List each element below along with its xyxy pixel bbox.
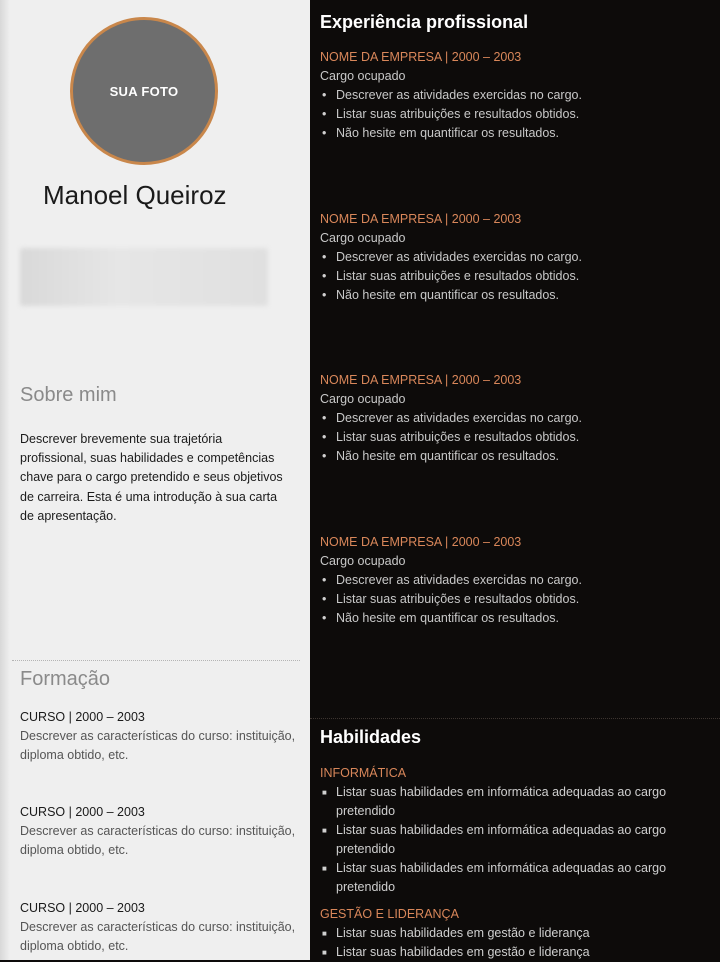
education-course: CURSO | 2000 – 2003 [20, 805, 145, 819]
job-entry [320, 533, 715, 628]
job-role: Cargo ocupado [320, 554, 406, 568]
job-role: Cargo ocupado [320, 231, 406, 245]
skill-category [320, 764, 715, 897]
sidebar-divider [12, 660, 300, 661]
main-panel [310, 0, 720, 960]
job-entry [320, 210, 715, 305]
job-company: NOME DA EMPRESA | 2000 – 2003 [320, 212, 522, 226]
skill-list [320, 924, 715, 962]
education-item [20, 708, 305, 765]
job-bullet: • Descrever as atividades exercidas no cargo. [320, 86, 715, 105]
skill-list [320, 783, 715, 897]
job-bullet: • Listar suas atribuições e resultados obtidos. [320, 105, 715, 124]
education-description: Descrever as características do curso: instituição, diploma obtido, etc. [20, 824, 296, 857]
sidebar-shadow [0, 0, 10, 960]
main-divider [310, 718, 720, 719]
sidebar [0, 0, 310, 960]
job-bullet: • Não hesite em quantificar os resultados. [320, 286, 715, 305]
about-text: Descrever brevemente sua trajetória profissional, suas habilidades e competências chave para o cargo pretendido e seus objetivos de carreira. Esta é uma introdução à sua carta de apresentação. [20, 432, 283, 523]
job-company: NOME DA EMPRESA | 2000 – 2003 [320, 50, 522, 64]
job-role: Cargo ocupado [320, 392, 406, 406]
job-bullet: • Descrever as atividades exercidas no cargo. [320, 571, 715, 590]
job-company: NOME DA EMPRESA | 2000 – 2003 [320, 535, 522, 549]
skill-item: ■ Listar suas habilidades em informática adequadas ao cargo pretendido [320, 783, 715, 821]
job-bullet: • Descrever as atividades exercidas no cargo. [320, 409, 715, 428]
education-description: Descrever as características do curso: instituição, diploma obtido, etc. [20, 729, 296, 762]
candidate-name: Manoel Queiroz [43, 180, 227, 210]
skill-item: ■ Listar suas habilidades em gestão e liderança [320, 943, 715, 962]
job-bullets [320, 571, 715, 628]
job-entry [320, 48, 715, 143]
job-role: Cargo ocupado [320, 69, 406, 83]
job-bullet: • Não hesite em quantificar os resultados. [320, 124, 715, 143]
contact-info-blurred [20, 248, 268, 306]
skill-item: ■ Listar suas habilidades em informática adequadas ao cargo pretendido [320, 821, 715, 859]
education-description: Descrever as características do curso: instituição, diploma obtido, etc. [20, 920, 296, 953]
profile-photo-placeholder [70, 17, 218, 165]
skill-item: ■ Listar suas habilidades em gestão e liderança [320, 924, 715, 943]
job-bullet: • Descrever as atividades exercidas no cargo. [320, 248, 715, 267]
skill-category-name: INFORMÁTICA [320, 766, 407, 780]
job-bullets [320, 86, 715, 143]
about-title: Sobre mim [20, 384, 117, 406]
education-item [20, 803, 305, 860]
education-item [20, 899, 305, 956]
job-bullets [320, 248, 715, 305]
skill-category [320, 905, 715, 962]
education-title: Formação [20, 668, 111, 690]
job-bullet: • Não hesite em quantificar os resultados. [320, 447, 715, 466]
skills-title: Habilidades [320, 727, 422, 747]
job-bullet: • Não hesite em quantificar os resultados. [320, 609, 715, 628]
job-entry [320, 371, 715, 466]
education-course: CURSO | 2000 – 2003 [20, 710, 145, 724]
skill-category-name: GESTÃO E LIDERANÇA [320, 907, 459, 921]
job-company: NOME DA EMPRESA | 2000 – 2003 [320, 373, 522, 387]
photo-label: SUA FOTO [109, 83, 179, 99]
education-course: CURSO | 2000 – 2003 [20, 901, 145, 915]
job-bullet: • Listar suas atribuições e resultados obtidos. [320, 267, 715, 286]
job-bullet: • Listar suas atribuições e resultados obtidos. [320, 428, 715, 447]
skill-item: ■ Listar suas habilidades em informática adequadas ao cargo pretendido [320, 859, 715, 897]
job-bullet: • Listar suas atribuições e resultados obtidos. [320, 590, 715, 609]
job-bullets [320, 409, 715, 466]
experience-title: Experiência profissional [320, 12, 529, 32]
